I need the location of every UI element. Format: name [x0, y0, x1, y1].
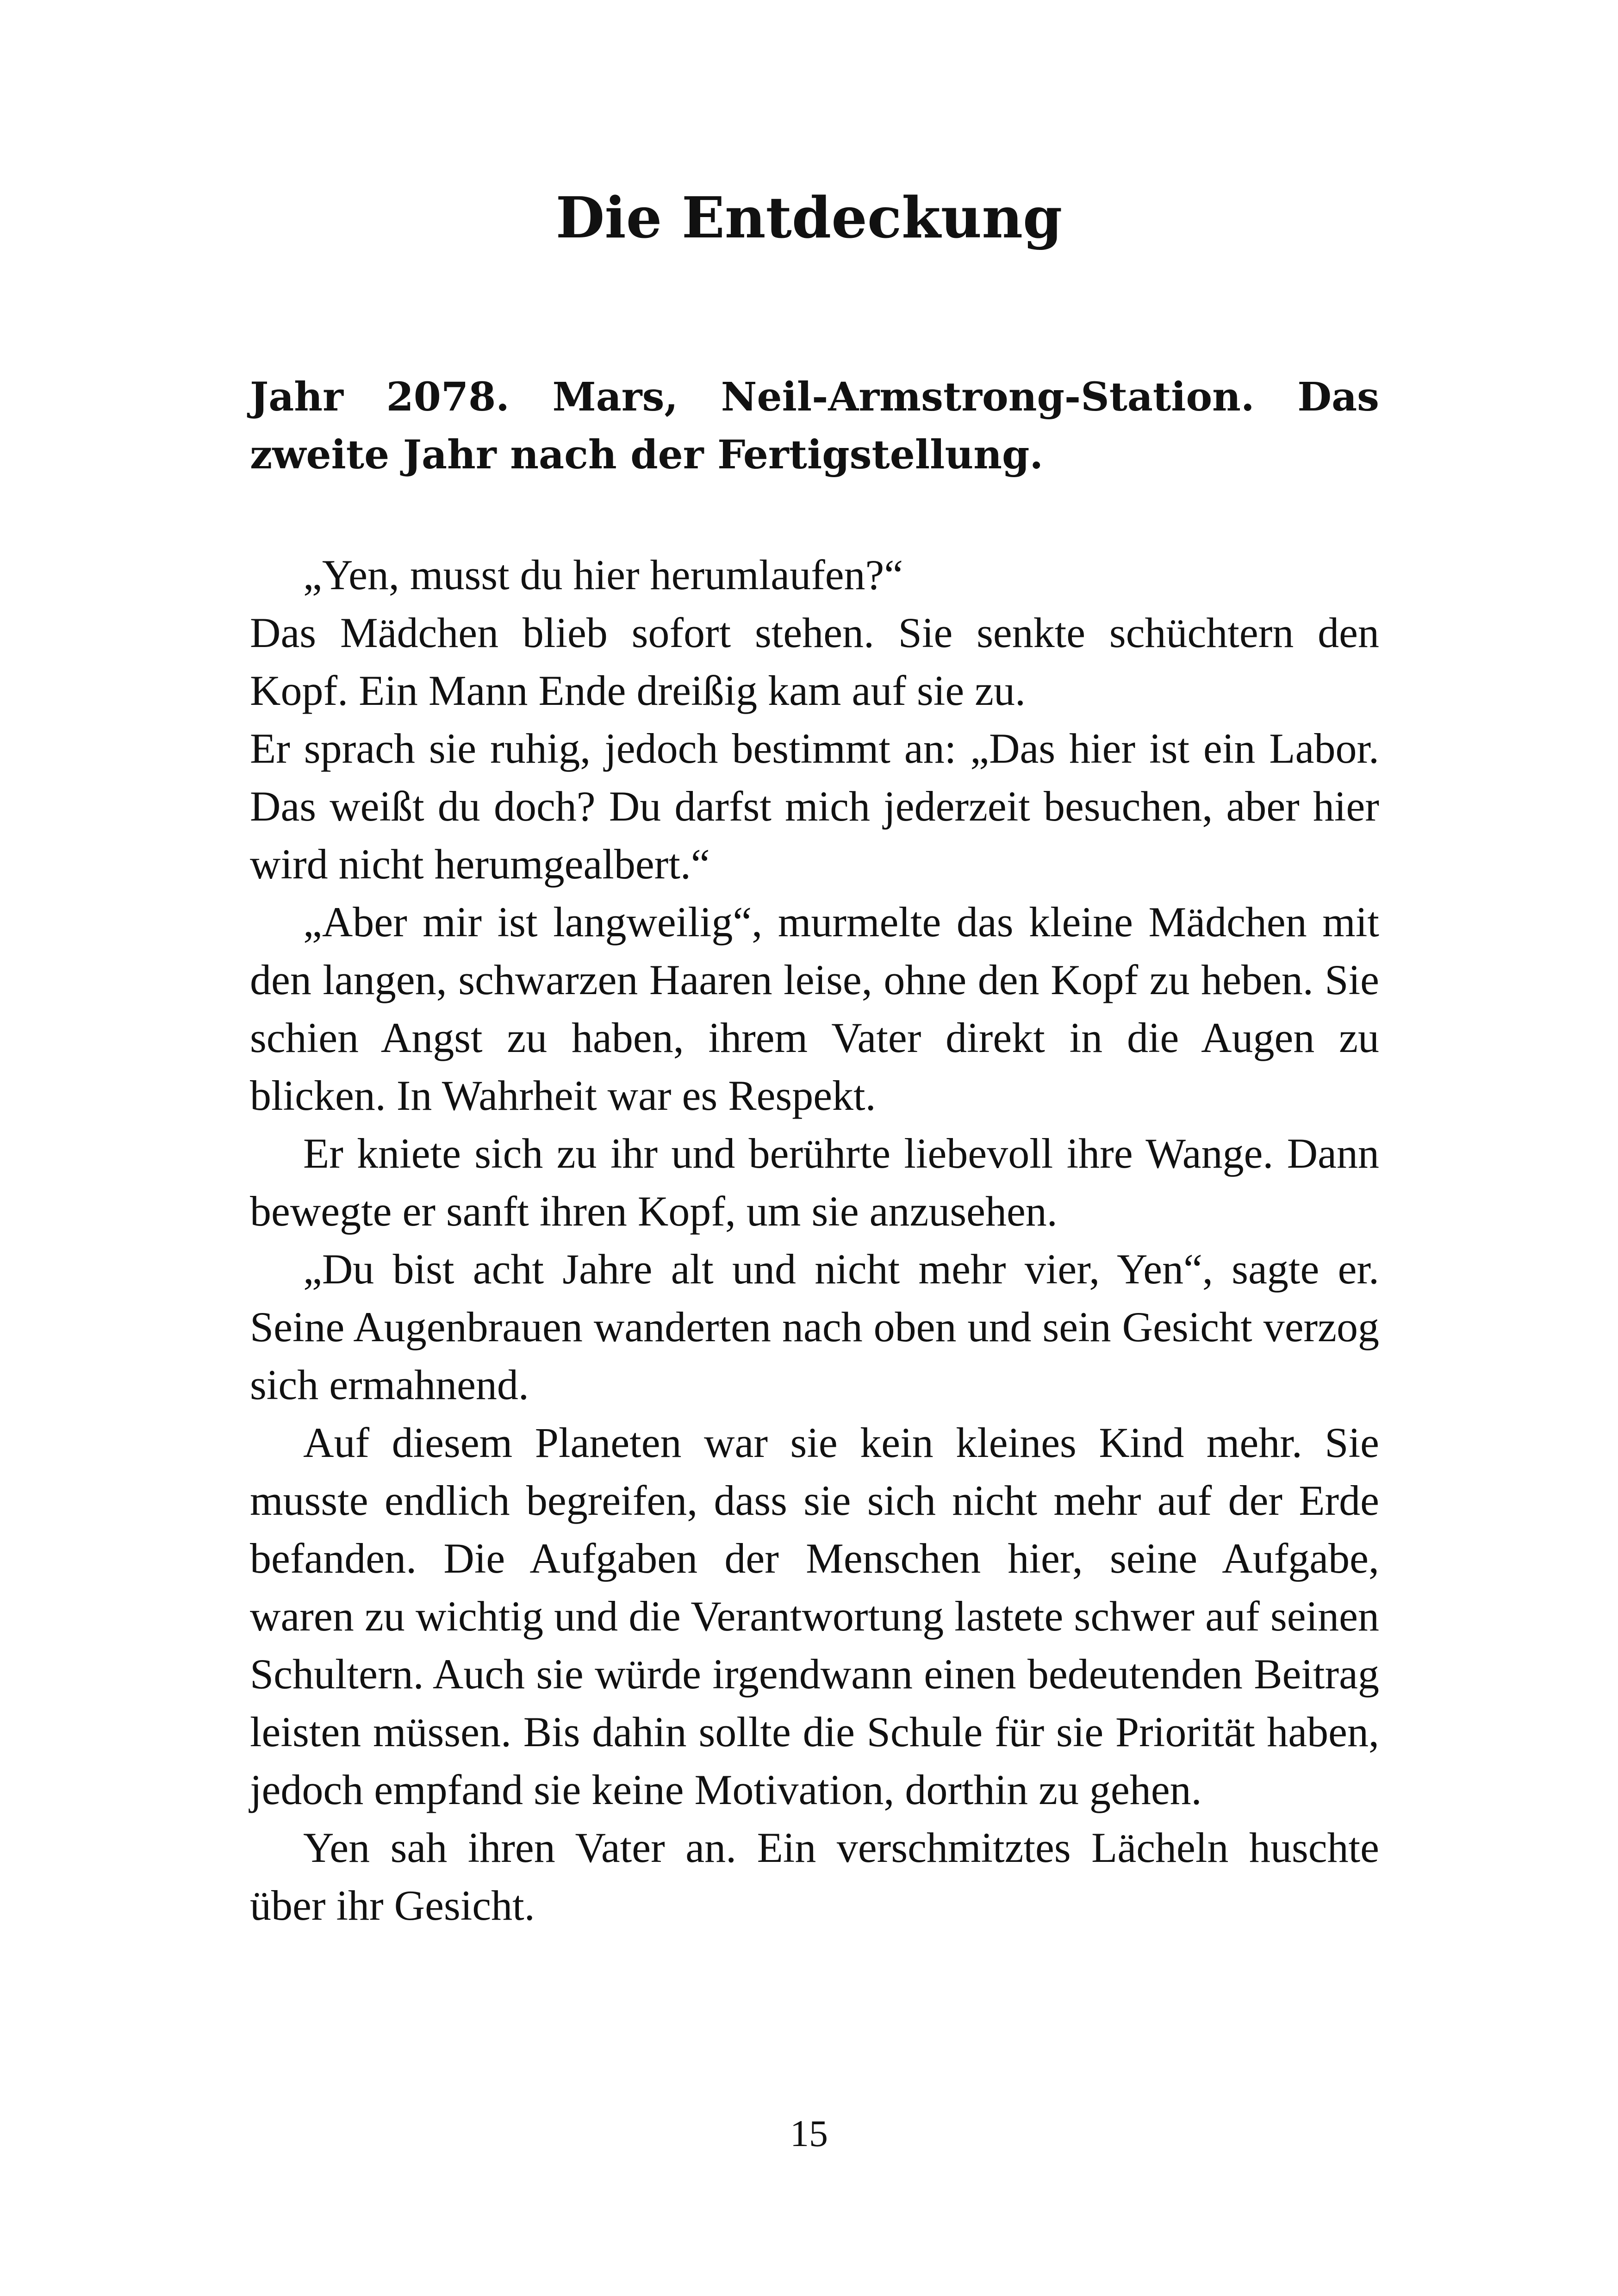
paragraph: „Aber mir ist langweilig“, murmelte das kleine Mädchen mit den langen, schwarzen Haaren leise, ohne den Kopf zu heben. Sie schien Angst zu haben, ihrem Vater direkt in die Augen zu blicken. In Wahrheit war es Respekt.: [250, 898, 1379, 1119]
paragraph: Das Mädchen blieb sofort stehen. Sie senkte schüchtern den Kopf. Ein Mann Ende dreißig kam auf sie zu.: [250, 609, 1379, 714]
paragraph: Er kniete sich zu ihr und berührte liebevoll ihre Wange. Dann bewegte er sanft ihren Kopf, um sie anzusehen.: [250, 1130, 1379, 1235]
paragraph: „Yen, musst du hier herumlaufen?“: [303, 551, 903, 598]
chapter-title: Die Entdeckung: [555, 184, 1063, 251]
paragraph: Er sprach sie ruhig, jedoch bestimmt an: „Das hier ist ein Labor. Das weißt du doch? Du darfst mich jederzeit besuchen, aber hier wird nicht herumgealbert.“: [250, 725, 1379, 888]
body-text: [250, 546, 1379, 1935]
paragraph: Auf diesem Planeten war sie kein kleines Kind mehr. Sie musste endlich begreifen, dass sie sich nicht mehr auf der Erde befanden. Die Aufgaben der Menschen hier, seine Aufgabe, waren zu wichtig und die Verantwortung lastete schwer auf seinen Schultern. Auch sie würde irgendwann einen bedeutenden Beitrag leisten müssen. Bis dahin sollte die Schule für sie Priorität haben, jedoch empfand sie keine Motivation, dorthin zu gehen.: [250, 1419, 1379, 1813]
paragraph: Yen sah ihren Vater an. Ein verschmitztes Lächeln huschte über ihr Gesicht.: [250, 1824, 1379, 1929]
page-number: 15: [790, 2112, 828, 2154]
chapter-heading: Jahr 2078. Mars, Neil-Armstrong-Station. Das zweite Jahr nach der Fertigstellung.: [250, 374, 1379, 478]
paragraph: „Du bist acht Jahre alt und nicht mehr vier, Yen“, sagte er. Seine Augenbrauen wanderten nach oben und sein Gesicht verzog sich ermahnend.: [250, 1245, 1379, 1408]
